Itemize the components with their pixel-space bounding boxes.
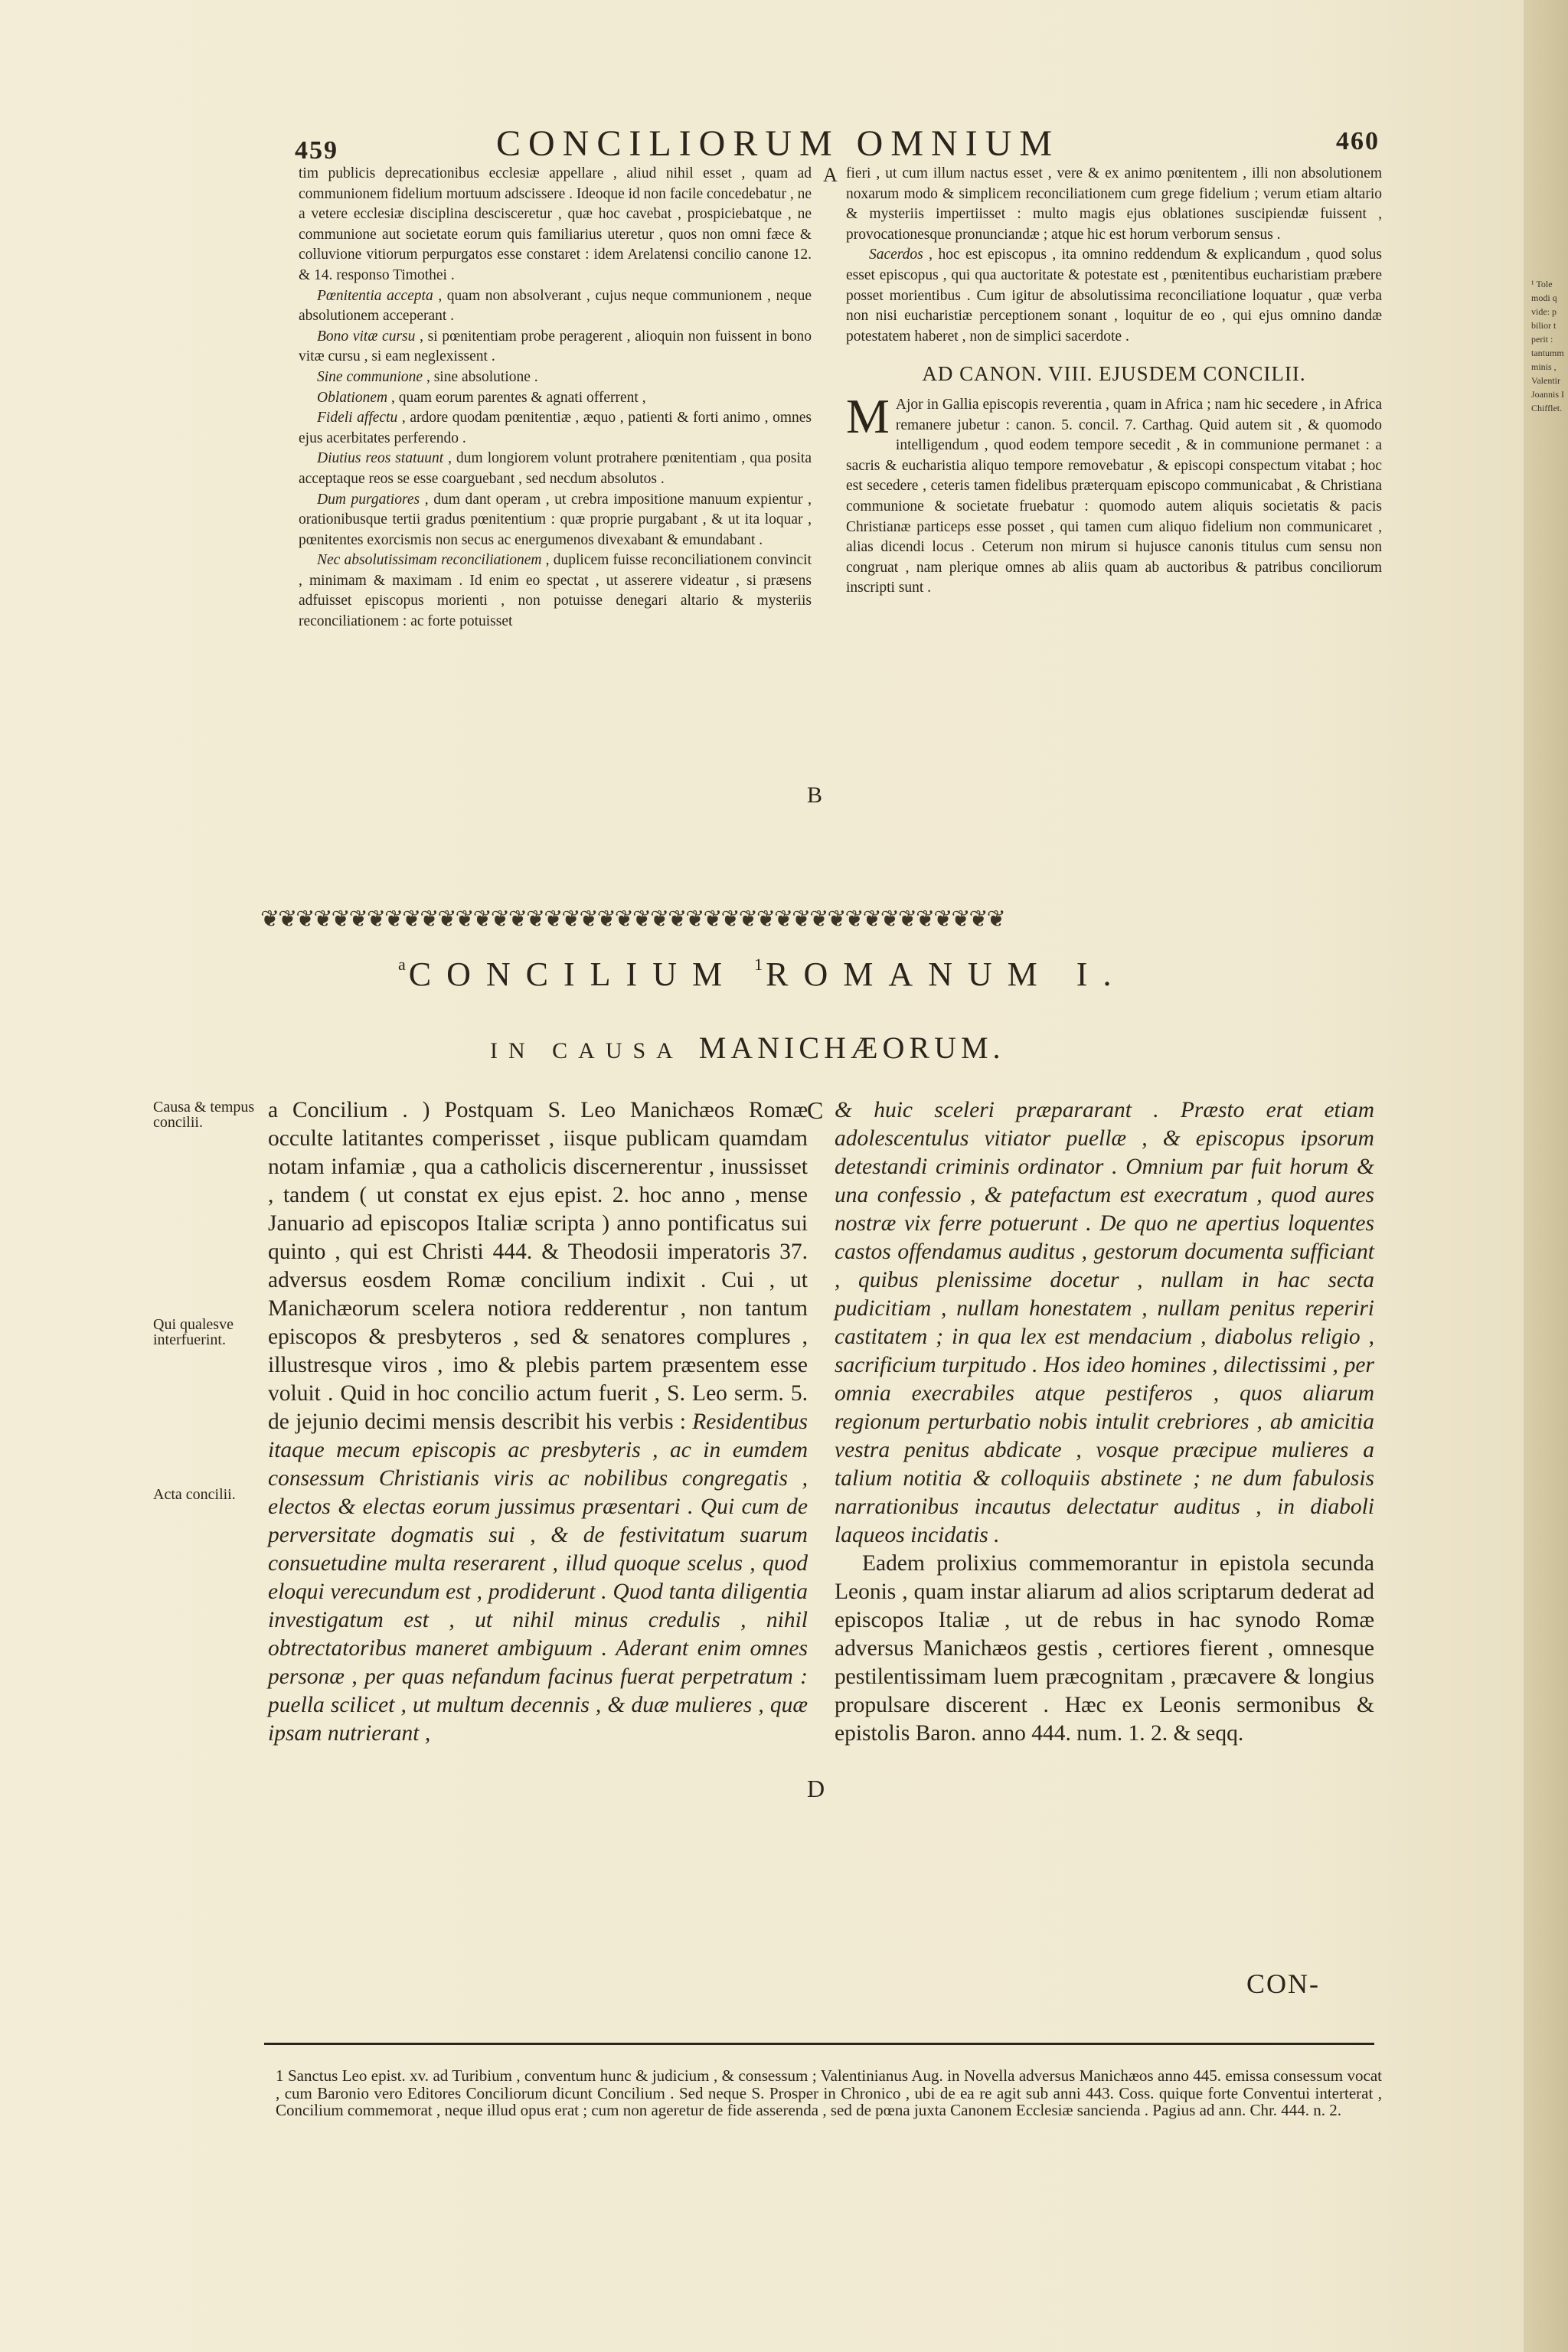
council-title-word: CONCILIUM [408, 956, 738, 993]
commentary-paragraph: Pœnitentia accepta , quam non absolverant , cujus neque communionem , neque absolutionem acceperant . [299, 287, 812, 325]
ornamental-band: ❦❦❦❦❦❦❦❦❦❦❦❦❦❦❦❦❦❦❦❦❦❦❦❦❦❦❦❦❦❦❦❦❦❦❦❦❦❦❦❦❦❦ [260, 906, 1004, 932]
lemma: Sine communione [317, 368, 423, 385]
main-text-right [835, 1096, 1374, 1748]
page-number-left: 459 [295, 136, 338, 165]
quotation: Residentibus itaque mecum episcopis ac presbyteris , ac in eumdem consessum Christianis viris ac nobilibus congregatis , electos & electas eorum jussimus præsentari . Qui cum de perversitate dogmatis sui , & de festivitatum suarum consuetudine multa reserarent , illud quoque scelus , quod eloqui verecundum est , prodiderunt . Quod tanta diligentia investigatum est , ut nihil minus credulis , nihil obtrectatoribus maneret ambiguum . Aderant enim omnes personæ , per quas nefandum facinus fuerat perpetratum : puella scilicet , ut multum decennis , & duæ mulieres , quæ ipsam nutrierant , [268, 1410, 808, 1746]
lemma: Pœnitentia accepta [317, 287, 433, 304]
lemma: Diutius reos statuunt [317, 450, 444, 467]
canon-heading: AD CANON. VIII. EJUSDEM CONCILII. [922, 362, 1306, 386]
council-subtitle: IN CAUSA MANICHÆORUM. [490, 1031, 1005, 1065]
lemma: Sacerdos [869, 247, 923, 263]
commentary-paragraph: Oblationem , quam eorum parentes & agnati offerrent , [317, 389, 646, 406]
footnote: 1 Sanctus Leo epist. xv. ad Turibium , conventum hunc & judicium , & consessum ; Valentinianus Aug. in Novella adversus Manichæos anno 445. emissa consessum vocat , cum Baronio vero Editores Conciliorum dicunt Concilium . Sed neque S. Prosper in Chronico , ubi de ea re agit sub anni 443. Coss. quique forte Conventui interterat , Concilium commemorat , neque illud opus erat ; cum non ageretur de fide asserenda , sed de pœna juxta Canonem Ecclesiæ sancienda . Pagius ad ann. Chr. 444. n. 2. [276, 2066, 1382, 2119]
lemma: Oblationem [317, 389, 388, 406]
main-paragraph: a Concilium . ) Postquam S. Leo Manichæos Romæ occulte latitantes comperisset , iisque publicam quamdam notam infamiæ , qua a catholicis discernerentur , inussisset , tandem ( ut constat ex ejus epist. 2. hoc anno , mense Januario ad episcopos Italiæ scripta ) anno pontificatus sui quinto , qui est Christi 444. & Theodosii imperatoris 37. adversus eosdem Romæ concilium indixit . Cui , ut Manichæorum scelera notiora redderentur , non tantum episcopos & presbyteros , sed & senatores complures , illustresque viros , imo & plebis partem præsentem esse voluit . Quid in hoc concilio actum fuerit , S. Leo serm. 5. de jejunio decimi mensis describit his verbis : [268, 1098, 808, 1434]
quotation: & huic sceleri præpararant . Præsto erat etiam adolescentulus vitiator puellæ , & episcopus ipsorum detestandi criminis ordinator . Omnium par fuit horum & una confessio , & patefactum est execratum , quod aures nostræ vix ferre potuerunt . De quo ne apertius loquentes castos offendamus auditus , gestorum documenta sufficiant , quibus plenissime docetur , nullam in hac secta pudicitiam , nullam honestatem , nullam penitus reperiri castitatem ; in qua lex est mendacium , diabolus religio , sacrificium turpitudo . Hos ideo homines , dilectissimi , per omnia execrabiles atque pestiferos , quos aliarum regionum perturbatio nobis intulit crebriores , ab amicitia vestra penitus abdicate , vosque præcipue mulieres a talium notitia & colloquiis abstinete ; ne dum fabulosis narrationibus incautus delectatur auditus , in diaboli laqueos incidatis . [835, 1098, 1374, 1547]
commentary-paragraph: Sine communione , sine absolutione . [317, 368, 538, 385]
drop-cap: M [846, 388, 890, 443]
lemma: Fideli affectu [317, 410, 398, 426]
commentary-paragraph: Fideli affectu , ardore quodam pœnitentiæ , æquo , patienti & forti animo , omnes ejus acerbitates perferendo . [299, 410, 812, 446]
running-title: CONCILIORUM OMNIUM [496, 123, 1060, 164]
commentary-paragraph: Nec absolutissimam reconciliationem , duplicem fuisse reconciliationem convincit , minimam & maximam . Id enim eo spectat , ut asserere videatur , si præsens adfuisset episcopus morienti , non potuisse denegari altario & mysteriis reconciliationem : ac forte potuisset [299, 552, 812, 630]
lemma: Dum purgatiores [317, 491, 420, 508]
section-marker-c: C [807, 1096, 824, 1124]
commentary-paragraph: tim publicis deprecationibus ecclesiæ appellare , aliud nihil esset , quam ad communionem fidelium mortuum adscissere . Ideoque id non facile concedebatur , ne a vetere ecclesiæ disciplina descisceretur , quæ hoc cavebat , prospiciebatque , ne communione aut societate eorum quis familiarius uteretur , quos non omni fæce & colluvione vitiorum perpurgatos esse constaret : idem Arelatensi concilio canone 12. & 14. responso Timothei . [299, 165, 812, 283]
commentary-paragraph: M Ajor in Gallia episcopis reverentia , quam in Africa ; nam hic secedere , in Africa remanere jubetur : canon. 5. concil. 7. Carthag. Quid autem sit , & quomodo intelligendum , quod eodem tempore secedit , & in communione permanet : a sacris & eucharistia aliquo tempore removebatur , & episcopi conspectum vitabat ; hoc est secedere , ceteris tamen fidelibus præterquam episcopo communicabat , & Christiana communione & societate fruebatur : quomodo autem aliquis societatis & pacis Christianæ particeps esse posset , qui tamen cum aliquo fidelium non communicaret , alias dicendi locus . Ceterum non mirum si hujusce canonis titulus cum sensu non congruat , nam plerique omnes ab aliis quam ab auctoribus & patribus conciliorum inscripti sunt . [846, 388, 1382, 596]
section-marker-a: A [823, 164, 838, 186]
commentary-right-column [846, 164, 1382, 599]
section-marker-d: D [807, 1775, 825, 1802]
commentary-paragraph: Bono vitæ cursu , si pœnitentiam probe peragerent , alioquin non fuissent in bono vitæ cursu , si eam neglexissent . [299, 328, 812, 365]
lemma: Bono vitæ cursu [317, 328, 416, 345]
note-mark: 1 [754, 955, 763, 974]
margin-note: Qui qualesve interfuerint. [153, 1316, 234, 1348]
commentary-left-column [299, 164, 812, 632]
note-mark: a [398, 955, 406, 974]
commentary-paragraph: fieri , ut cum illum nactus esset , vere & ex animo pœnitentem , illi non absolutionem noxarum modo & simplicem reconciliationem cum grege fidelium ; verum etiam altario & mysteriis impertiisset : multo magis ejus oblationes suscipiendæ fuissent , provocationesque pronunciandæ ; atque hic est horum verborum sensus . [846, 165, 1382, 243]
commentary-paragraph: Dum purgatiores , dum dant operam , ut crebra impositione manuum expientur , orationibusque tertii gradus pœnitentium : quæ proprie purgabant , & ut ita loquar , pœnitentes exorcismis non secus ac energumenos divexabant & emundabant . [299, 491, 812, 548]
council-title-word: ROMANUM I. [766, 956, 1127, 993]
page-number-right: 460 [1336, 127, 1380, 155]
council-title [398, 955, 1126, 994]
main-paragraph: Eadem prolixius commemorantur in epistola secunda Leonis , quam instar aliarum ad alios scriptarum dederat ad episcopos Italiæ , ut de rebus in hac synodo Romæ adversus Manichæos gestis , certiores fierent , omnesque pestilentissimam luem præcognitam , præcavere & longius propulsare discerent . Hæc ex Leonis sermonibus & epistolis Baron. anno 444. num. 1. 2. & seqq. [835, 1551, 1374, 1746]
margin-note: Acta concilii. [153, 1486, 236, 1503]
lemma: Nec absolutissimam reconciliationem [317, 552, 542, 569]
commentary-paragraph: Sacerdos , hoc est episcopus , ita omnino reddendum & explicandum , quod solus esset episcopus , qui qua auctoritate & potestate est , pœnitentibus eucharistiam præbere posset morientibus . Cum igitur de absolutissima reconciliatione loquatur , quæ verba non nisi eucharistiæ perceptionem sonant , loquitur de eo , qui ejus omnino dandæ potestatem haberet , non de simplici sacerdote . [846, 247, 1383, 345]
facing-page-fragment: ¹ Tole modi q vide: p bilior t perit : tantumm minis , Valentir Joannis I Chifflet. [1531, 279, 1564, 413]
main-text-left [268, 1096, 808, 1748]
section-marker-b: B [807, 782, 823, 808]
margin-note: Causa & tempus concilii. [153, 1099, 255, 1131]
footnote-rule [264, 2043, 1374, 2045]
commentary-paragraph: Diutius reos statuunt , dum longiorem volunt protrahere pœnitentiam , qua posita acceptaque reos se esse coarguebant , sed necdum absolutos . [299, 450, 812, 487]
catchword: CON- [1246, 1968, 1320, 1999]
